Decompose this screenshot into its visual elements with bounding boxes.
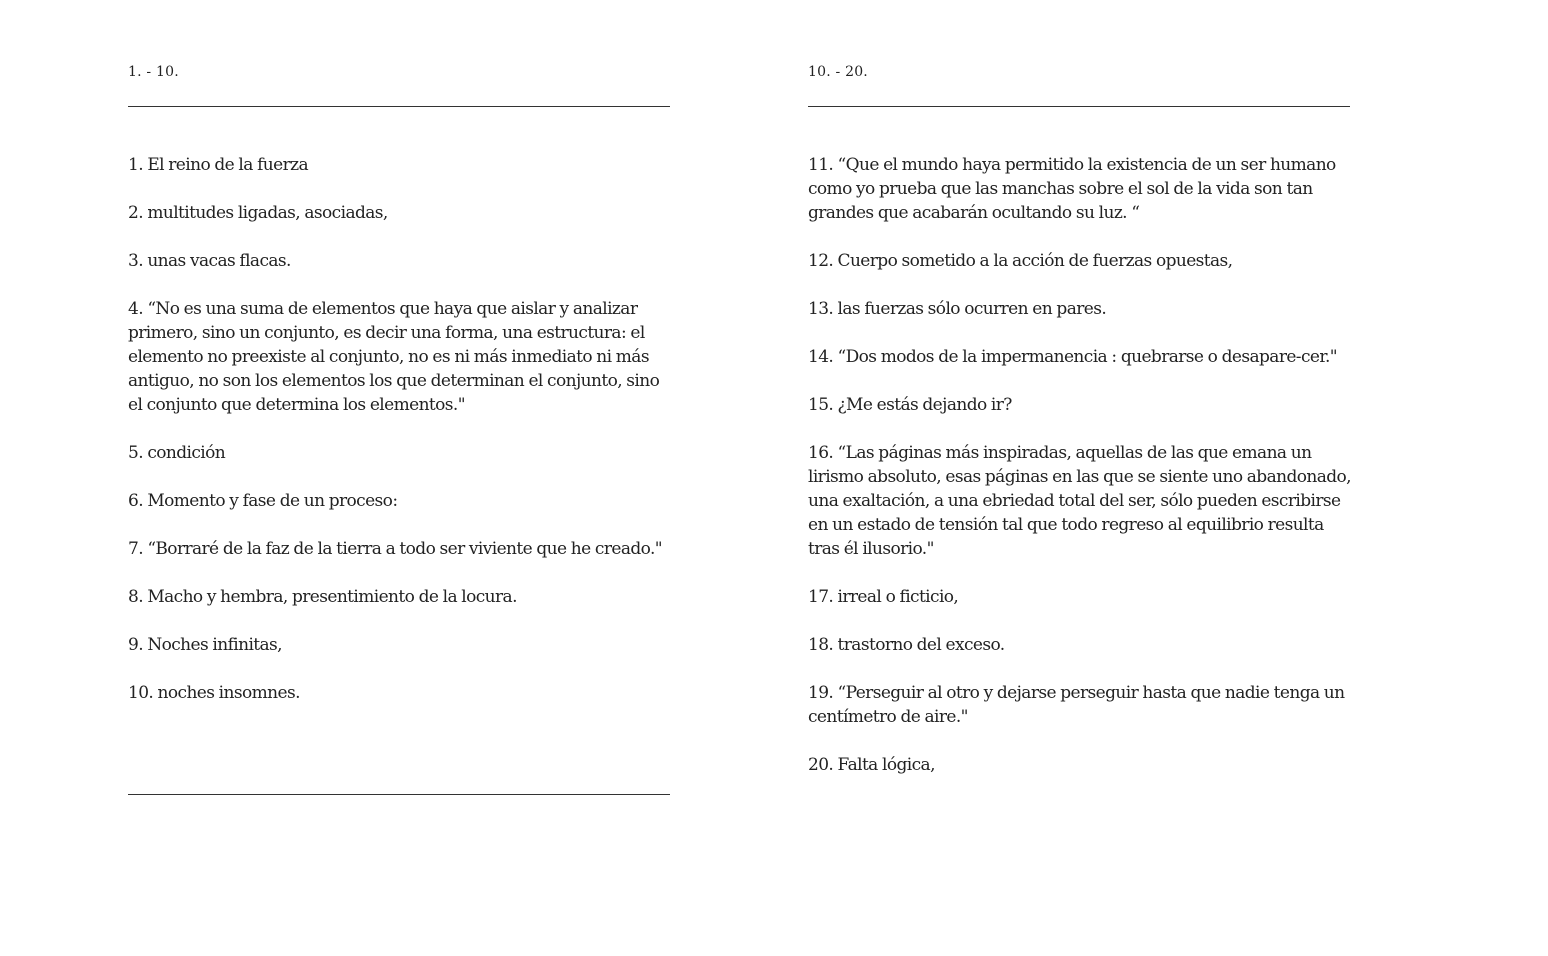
entry-list (808, 153, 1353, 801)
list-item: 3. unas vacas flacas. (128, 251, 291, 271)
list-item: 10. noches insomnes. (128, 683, 300, 703)
list-item: 13. las fuerzas sólo ocurren en pares. (808, 299, 1107, 319)
list-item: 15. ¿Me estás dejando ir? (808, 395, 1012, 415)
list-item: 4. “No es una suma de elementos que haya que aislar y analizar primero, sino un conjunto, es decir una forma, una estructura: el elemento no preexiste al conjunto, no es ni más inmediato ni más antiguo, no son los elementos los que determinan el conjunto, sino el conjunto que determina los elementos." (128, 299, 660, 415)
list-item: 18. trastorno del exceso. (808, 635, 1005, 655)
list-item: 7. “Borraré de la faz de la tierra a todo ser viviente que he creado." (128, 539, 662, 559)
list-item: 5. condición (128, 443, 226, 463)
list-item: 8. Macho y hembra, presentimiento de la locura. (128, 587, 517, 607)
page-range-label: 1. - 10. (128, 64, 179, 80)
list-item: 17. irreal o ficticio, (808, 587, 959, 607)
list-item: 1. El reino de la fuerza (128, 155, 309, 175)
list-item: 19. “Perseguir al otro y dejarse perseguir hasta que nadie tenga un centímetro de aire." (808, 683, 1345, 727)
bottom-divider (128, 794, 670, 795)
list-item: 12. Cuerpo sometido a la acción de fuerzas opuestas, (808, 251, 1233, 271)
list-item: 16. “Las páginas más inspiradas, aquellas de las que emana un lirismo absoluto, esas páginas en las que se siente uno abandonado, una exaltación, a una ebriedad total del ser, sólo pueden escribirse en un estado de tensión tal que todo regreso al equilibrio resulta tras él ilusorio." (808, 443, 1351, 559)
page-range-label: 10. - 20. (808, 64, 868, 80)
list-item: 2. multitudes ligadas, asociadas, (128, 203, 388, 223)
top-divider (808, 106, 1350, 107)
list-item: 11. “Que el mundo haya permitido la existencia de un ser humano como yo prueba que las manchas sobre el sol de la vida son tan grandes que acabarán ocultando su luz. “ (808, 155, 1336, 223)
list-item: 14. “Dos modos de la impermanencia : quebrarse o desapare-cer." (808, 347, 1338, 367)
list-item: 20. Falta lógica, (808, 755, 935, 775)
list-item: 9. Noches infinitas, (128, 635, 282, 655)
list-item: 6. Momento y fase de un proceso: (128, 491, 398, 511)
entry-list (128, 153, 673, 729)
top-divider (128, 106, 670, 107)
